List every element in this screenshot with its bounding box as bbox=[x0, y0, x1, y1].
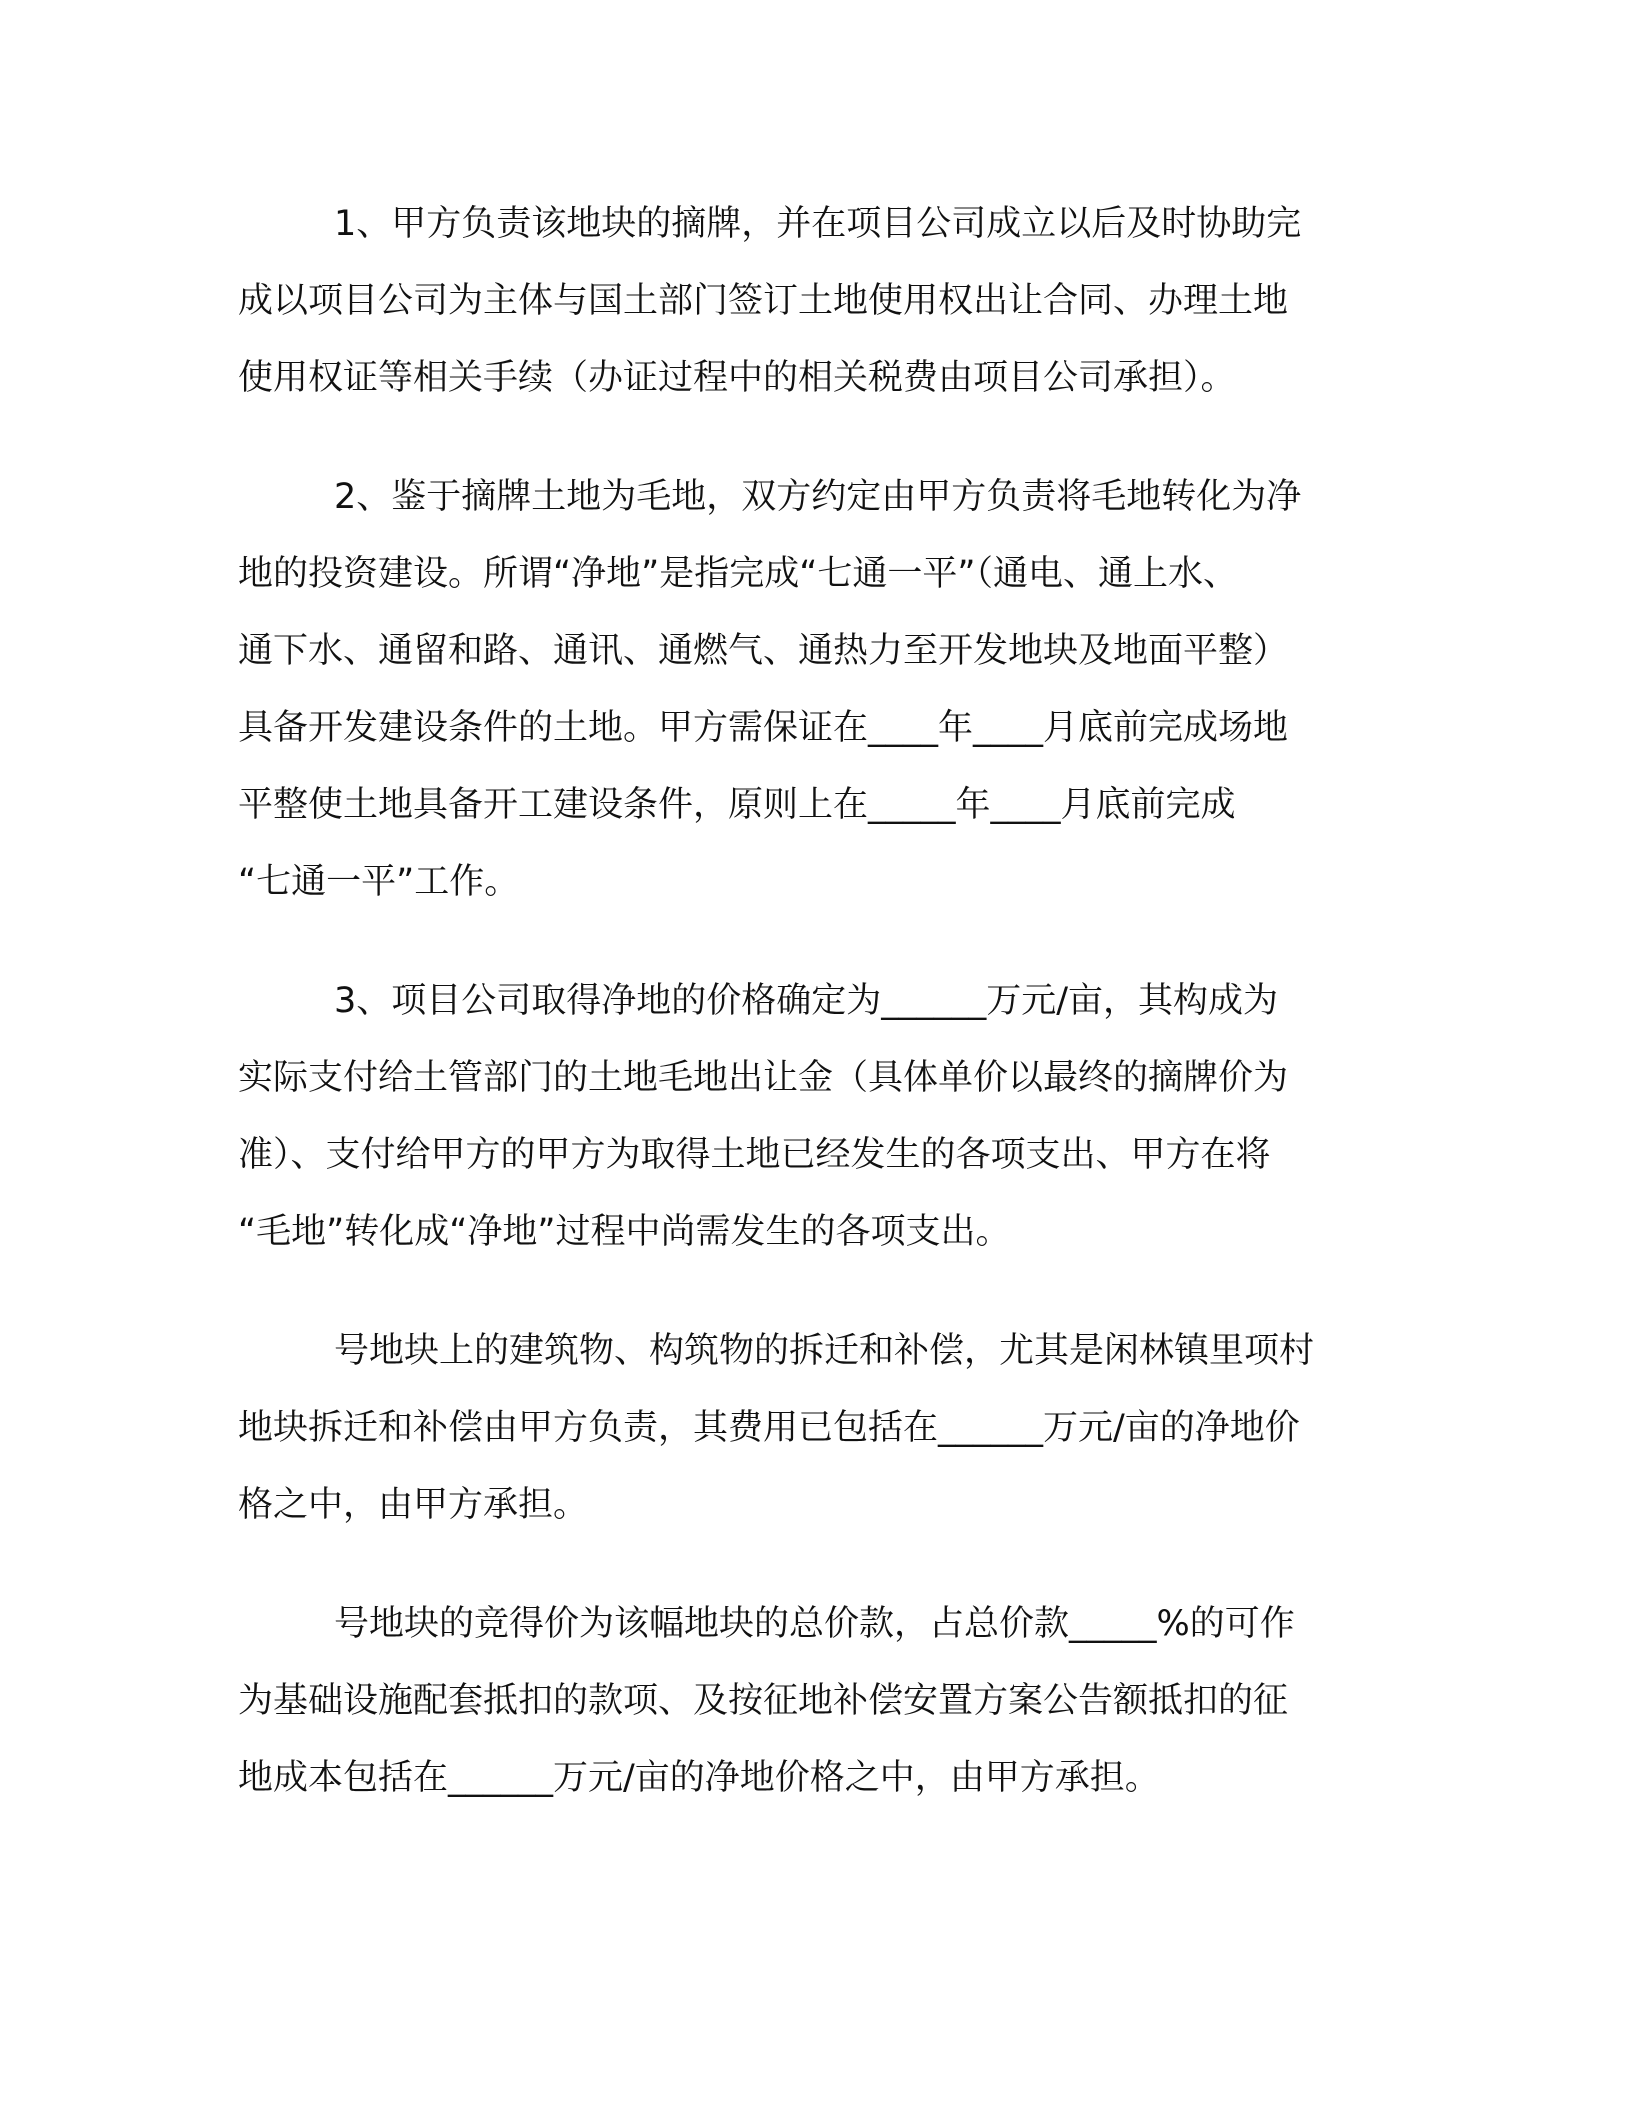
paragraph-line: 格之中，由甲方承担。 bbox=[238, 1485, 589, 1525]
paragraph-line: 3、项目公司取得净地的价格确定为______万元/亩，其构成为 bbox=[334, 981, 1279, 1021]
paragraph-line: 号地块的竞得价为该幅地块的总价款，占总价款_____%的可作 bbox=[334, 1604, 1295, 1644]
document-body bbox=[238, 186, 1398, 1859]
paragraph-line: 号地块上的建筑物、构筑物的拆迁和补偿，尤其是闲林镇里项村 bbox=[334, 1331, 1315, 1371]
paragraph-line: 1、甲方负责该地块的摘牌，并在项目公司成立以后及时协助完 bbox=[334, 204, 1302, 244]
paragraph-line: 通下水、通留和路、通讯、通燃气、通热力至开发地块及地面平整） bbox=[238, 631, 1289, 671]
paragraph-line: 成以项目公司为主体与国土部门签订土地使用权出让合同、办理土地 bbox=[238, 281, 1289, 321]
paragraph-2 bbox=[238, 459, 1398, 921]
paragraph-line: 平整使土地具备开工建设条件，原则上在_____年____月底前完成 bbox=[238, 785, 1236, 825]
paragraph-line: 地块拆迁和补偿由甲方负责，其费用已包括在______万元/亩的净地价 bbox=[238, 1408, 1300, 1448]
paragraph-line: “毛地”转化成“净地”过程中尚需发生的各项支出。 bbox=[238, 1212, 1011, 1252]
paragraph-line: 实际支付给土管部门的土地毛地出让金（具体单价以最终的摘牌价为 bbox=[238, 1058, 1289, 1098]
paragraph-line: 2、鉴于摘牌土地为毛地，双方约定由甲方负责将毛地转化为净 bbox=[334, 477, 1302, 517]
paragraph-3 bbox=[238, 963, 1398, 1271]
paragraph-line: 具备开发建设条件的土地。甲方需保证在____年____月底前完成场地 bbox=[238, 708, 1289, 748]
paragraph-5 bbox=[238, 1586, 1398, 1817]
paragraph-line: 为基础设施配套抵扣的款项、及按征地补偿安置方案公告额抵扣的征 bbox=[238, 1681, 1289, 1721]
paragraph-line: 地的投资建设。所谓“净地”是指完成“七通一平”（通电、通上水、 bbox=[238, 554, 1239, 594]
paragraph-line: “七通一平”工作。 bbox=[238, 862, 520, 902]
paragraph-line: 使用权证等相关手续（办证过程中的相关税费由项目公司承担）。 bbox=[238, 358, 1236, 398]
paragraph-1 bbox=[238, 186, 1398, 417]
paragraph-4 bbox=[238, 1313, 1398, 1544]
paragraph-line: 准）、支付给甲方的甲方为取得土地已经发生的各项支出、甲方在将 bbox=[238, 1135, 1271, 1175]
paragraph-line: 地成本包括在______万元/亩的净地价格之中，由甲方承担。 bbox=[238, 1758, 1160, 1798]
